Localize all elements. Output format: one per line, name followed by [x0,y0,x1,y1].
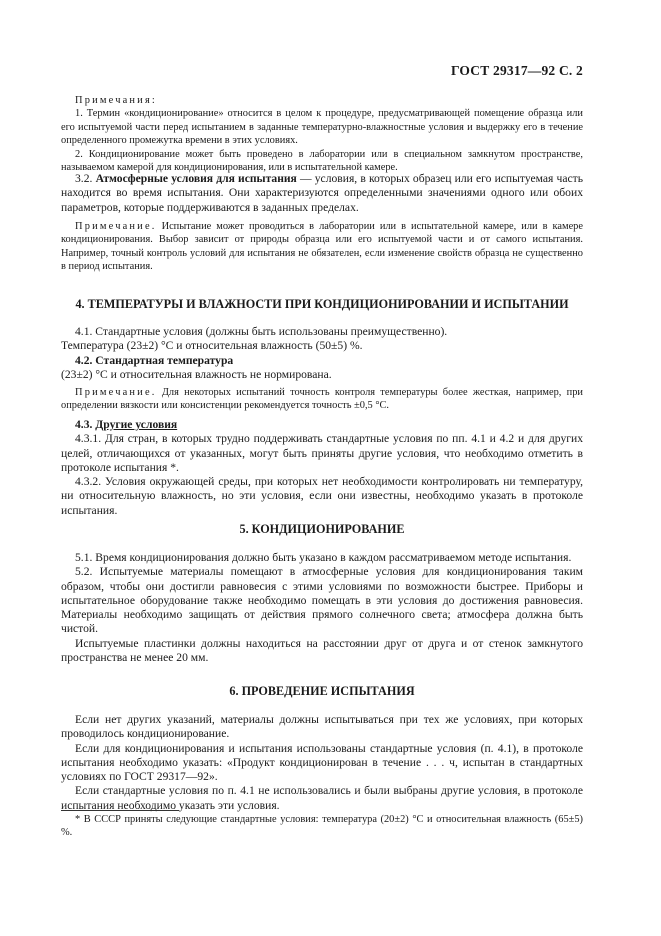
note-block-2 [61,220,583,274]
notes-block [61,94,583,174]
paragraph-4-1-values: Температура (23±2) °С и относительная влажность (50±5) %. [61,339,363,353]
heading-4-2: 4.2. Стандартная температура [75,353,234,367]
section-4-title: 4. ТЕМПЕРАТУРЫ И ВЛАЖНОСТИ ПРИ КОНДИЦИОНИРОВАНИИ И ИСПЫТАНИИ [75,297,569,311]
note-label: Примечание. [75,221,157,232]
section-3-2 [61,172,583,215]
paragraph-5-1: 5.1. Время кондиционирования должно быть указано в каждом рассматриваемом методе испытания. [75,551,572,564]
note-item-1: 1. Термин «кондиционирование» относится в целом к процедуре, предусматривающей помещение образца или его испытуемой части перед испытанием в заданные температурно-влажностные условия и выдержку его в течение определенного промежутка времени в этих условиях. [61,108,583,147]
paragraph-4-2: (23±2) °С и относительная влажность не нормирована. [61,367,332,381]
paragraph-3-2 [61,172,583,215]
section-5-body [61,551,583,665]
section-4-note [61,386,583,413]
para-number: 3.2. [75,172,96,185]
paragraph-6-1: Если нет других указаний, материалы должны испытываться при тех же условиях, при которых проводилось кондиционирование. [61,713,583,741]
footnote-block [61,813,583,840]
note-paragraph [61,220,583,274]
footnote: * В СССР приняты следующие стандартные условия: температура (20±2) °С и относительная влажность (65±5) %. [61,814,583,839]
heading-4-3 [61,418,583,432]
notes-label: Примечания: [75,95,158,106]
paragraph-5-2: 5.2. Испытуемые материалы помещают в атмосферные условия для кондиционирования таким образом, чтобы они достигли равновесия с этими условиями по возможности быстрее. Приборы и испытательное оборудование также необходимо помещать в эти условия до достижения равновесия. Материалы необходимо защищать от действия прямого солнечного света; атмосфера должна быть чистой. [61,565,583,636]
note-text-4: Для некоторых испытаний точность контроля температуры более жесткая, например, при определении вязкости или консистенции рекомендуется точность ±0,5 °С. [61,387,583,412]
note-paragraph-4 [61,386,583,413]
paragraph-6-3: Если стандартные условия по п. 4.1 не использовались и были выбраны другие условия, в протоколе испытания необходимо указать эти условия. [61,784,583,812]
note-item-2: 2. Кондиционирование может быть проведено в лаборатории или в специальном замкнутом пространстве, называемом камерой для кондиционирования, или в испытательной камере. [61,148,583,174]
section-4-body [61,325,583,382]
note-text: Испытание может проводиться в лаборатории или в испытательной камере, или в камере кондиционирования. Выбор зависит от природы образца или его испытуемой части и от самого испытания. Например, точный контроль условий для испытания не обязателен, если изменение свойств образца не существенно в период испытания. [61,221,583,273]
footnote-divider [61,810,179,811]
paragraph-6-2: Если для кондиционирования и испытания использованы стандартные условия (п. 4.1), в протоколе испытания необходимо указать: «Продукт кондиционирован в течение . . . ч, испытан в стандартных условиях по ГОСТ 29317—92». [61,741,583,784]
para-text: — условия, в которых образец или его испытуемая часть находится во время испытания. Они характеризуются определенными значениями одного или обоих параметров, которые поддерживаются в заданных пределах. [61,172,583,214]
paragraph-4-1: 4.1. Стандартные условия (должны быть использованы преимущественно). [75,325,448,338]
heading-4-3-title: Другие условия [95,418,178,431]
page-header: ГОСТ 29317—92 С. 2 [450,63,583,78]
paragraph-5-3: Испытуемые пластинки должны находиться на расстоянии друг от друга и от стенок замкнутого пространства не менее 20 мм. [61,636,583,665]
section-4-3 [61,418,583,518]
section-5-title: 5. КОНДИЦИОНИРОВАНИЕ [239,522,405,536]
paragraph-4-3-2: 4.3.2. Условия окружающей среды, при которых нет необходимости контролировать ни температуру, ни относительную влажность, но эти условия, если они известны, необходимо указать в протоколе испытания. [61,475,583,517]
note-label-4: Примечание. [75,387,157,398]
section-6-title: 6. ПРОВЕДЕНИЕ ИСПЫТАНИЯ [229,684,415,698]
paragraph-4-3-1: 4.3.1. Для стран, в которых трудно поддерживать стандартные условия по пп. 4.1 и 4.2 и для других целей, отличающихся от указанных, могут быть приняты другие условия, что необходимо отметить в протоколе испытания *. [61,432,583,474]
section-6-body [61,713,583,813]
heading-4-3-number: 4.3. [75,418,96,431]
term-atmospheric: Атмосферные условия для испытания [95,172,297,185]
